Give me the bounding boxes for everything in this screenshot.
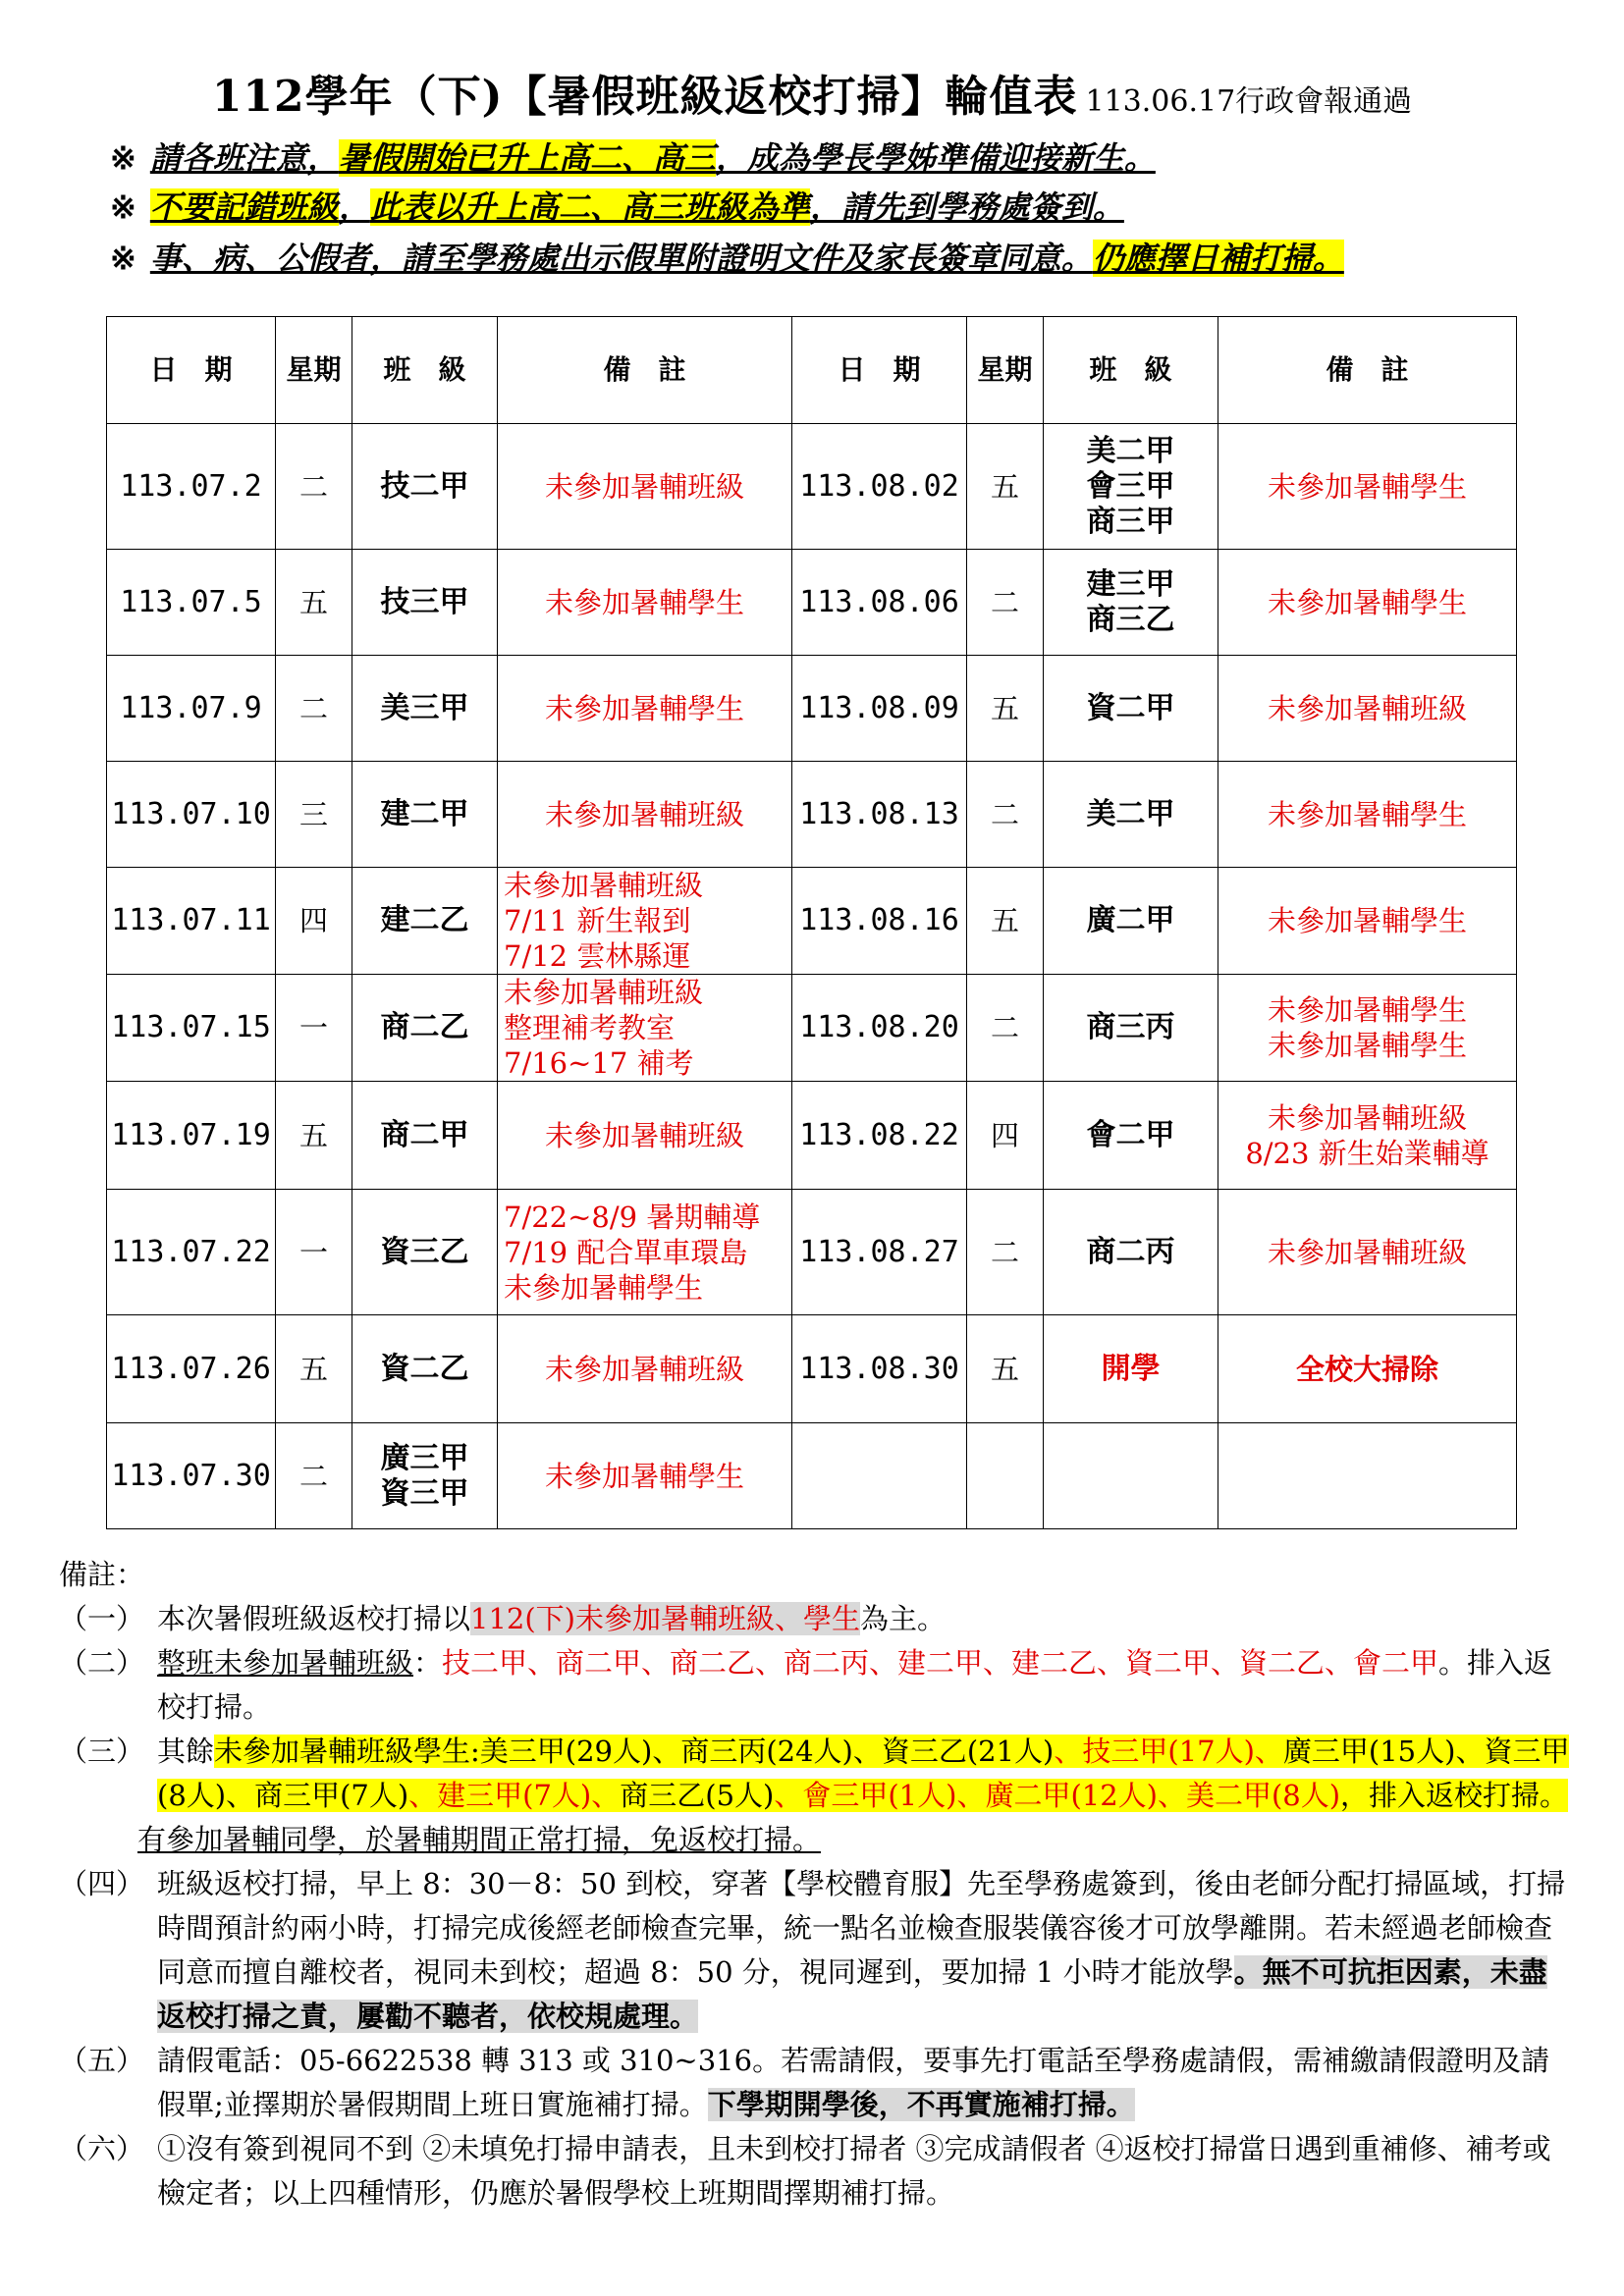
remark-text: 7/11 新生報到 bbox=[504, 904, 691, 937]
schedule-table bbox=[106, 316, 1517, 1529]
table-row bbox=[107, 656, 1517, 762]
note-label: （四） bbox=[59, 1867, 145, 1900]
remark-text: 7/12 雲林縣運 bbox=[504, 939, 691, 973]
remark-text: 未參加暑輔學生 bbox=[1267, 469, 1467, 504]
note-text: 112(下)未參加暑輔班級、學生 bbox=[470, 1602, 860, 1635]
note-text: 班級返校打掃，早上 8：30－8：50 到校，穿著【學校體育服】先至學務處簽到，後由老師分配打掃區域，打掃時間預計約兩小時，打掃完成後經老師檢查完畢，統一點名並檢查服裝儀容後才可放學離開。若未經過老師檢查同意而擅自離校者，視同未到校；超過 8：50 分，視同遲到，要加掃 1 小時才能放學 bbox=[157, 1867, 1566, 1989]
table-row bbox=[107, 1423, 1517, 1529]
date-cell: 113.08.09 bbox=[792, 656, 967, 762]
remark-text: 未參加暑輔學生 bbox=[1267, 797, 1467, 831]
date-cell: 113.08.30 bbox=[792, 1315, 967, 1423]
remark-text: 未參加暑輔班級 bbox=[504, 976, 704, 1009]
column-header: 班 級 bbox=[1044, 317, 1218, 424]
date-cell: 113.08.13 bbox=[792, 762, 967, 868]
remark-text: 未參加暑輔班級 bbox=[1267, 691, 1467, 725]
weekday-cell: 二 bbox=[967, 1190, 1044, 1315]
remark-cell bbox=[1218, 868, 1517, 975]
remark-text: 未參加暑輔學生 bbox=[1267, 585, 1467, 619]
remark-text: 未參加暑輔班級 bbox=[544, 1118, 744, 1152]
title-approval-date: 113.06.17行政會報通過 bbox=[1085, 84, 1413, 119]
remark-cell bbox=[498, 656, 792, 762]
note-plain: 有參加暑輔同學，於暑輔期間正常打掃，免返校打掃。 bbox=[137, 1823, 822, 1856]
remark-text: 未參加暑輔學生 bbox=[1267, 993, 1467, 1027]
remark-cell bbox=[1218, 1082, 1517, 1190]
date-cell: 113.08.22 bbox=[792, 1082, 967, 1190]
date-cell bbox=[792, 1423, 967, 1529]
class-cell bbox=[1044, 550, 1218, 656]
table-row bbox=[107, 1082, 1517, 1190]
weekday-cell: 二 bbox=[967, 762, 1044, 868]
date-cell: 113.07.15 bbox=[107, 975, 276, 1082]
reference-mark-icon: ※ bbox=[110, 188, 136, 226]
remark-cell bbox=[1218, 424, 1517, 550]
note-label: （六） bbox=[59, 2132, 145, 2165]
remark-cell bbox=[498, 868, 792, 975]
reference-mark-icon: ※ bbox=[110, 139, 136, 177]
remark-text: 整理補考教室 bbox=[504, 1011, 676, 1044]
class-name: 資二甲 bbox=[1086, 690, 1175, 725]
remark-text: 未參加暑輔學生 bbox=[504, 1270, 704, 1305]
note-text: 本次暑假班級返校打掃以 bbox=[157, 1602, 471, 1635]
remark-cell bbox=[498, 975, 792, 1082]
class-name: 資三乙 bbox=[380, 1234, 469, 1269]
remark-text: 未參加暑輔學生 bbox=[1267, 1029, 1467, 1062]
date-cell: 113.07.30 bbox=[107, 1423, 276, 1529]
remark-text: 未參加暑輔班級 bbox=[544, 469, 744, 504]
reference-mark-icon: ※ bbox=[110, 240, 136, 277]
class-cell bbox=[352, 656, 498, 762]
weekday-cell: 五 bbox=[967, 424, 1044, 550]
class-name: 商二丙 bbox=[1086, 1234, 1175, 1269]
note-text: 為主。 bbox=[860, 1602, 947, 1635]
class-name: 美二甲 bbox=[1086, 433, 1175, 468]
remark-cell bbox=[498, 424, 792, 550]
date-cell: 113.08.20 bbox=[792, 975, 967, 1082]
class-cell bbox=[1044, 424, 1218, 550]
class-name: 會二甲 bbox=[1086, 1117, 1175, 1152]
weekday-cell: 二 bbox=[276, 424, 352, 550]
note-text: 未參加暑輔班級學生:美三甲(29人)、商三丙(24人)、資三乙(21人) bbox=[214, 1735, 1055, 1768]
remark-cell bbox=[498, 1082, 792, 1190]
date-cell: 113.08.06 bbox=[792, 550, 967, 656]
class-cell bbox=[352, 1315, 498, 1423]
notice-text: 請各班注意， bbox=[149, 139, 339, 177]
page-title bbox=[0, 61, 1624, 124]
class-name: 美三甲 bbox=[380, 690, 469, 725]
notice-text: 不要記錯班級 bbox=[149, 188, 339, 226]
class-name: 建二甲 bbox=[380, 796, 469, 831]
class-cell bbox=[1044, 1190, 1218, 1315]
notes-section bbox=[59, 1553, 1571, 2216]
class-cell bbox=[352, 1423, 498, 1529]
note-text: 商三乙(5人) bbox=[620, 1779, 775, 1812]
note-text: 、技三甲(17人)、 bbox=[1054, 1735, 1283, 1768]
note-text: 。無不可抗拒因素，未盡返校打掃之責，屢勸不聽者，依校規處理。 bbox=[157, 1955, 1547, 2033]
class-cell bbox=[352, 1190, 498, 1315]
column-header: 星期 bbox=[276, 317, 352, 424]
date-cell: 113.07.22 bbox=[107, 1190, 276, 1315]
remark-text: 未參加暑輔學生 bbox=[544, 585, 744, 619]
date-cell: 113.07.26 bbox=[107, 1315, 276, 1423]
weekday-cell: 二 bbox=[967, 975, 1044, 1082]
remark-cell bbox=[1218, 550, 1517, 656]
date-cell: 113.08.16 bbox=[792, 868, 967, 975]
class-name: 廣二甲 bbox=[1086, 903, 1175, 937]
class-cell bbox=[352, 550, 498, 656]
remark-cell bbox=[498, 1423, 792, 1529]
remark-text: 未參加暑輔學生 bbox=[544, 1459, 744, 1493]
class-name: 商三甲 bbox=[1086, 504, 1175, 539]
note-text: 請假電話：05-6622538 轉 313 或 310~316。若需請假，要事先打電話至學務處請假，需補繳請假證明及請假單;並擇期於暑假期間上班日實施補打掃。 bbox=[157, 2044, 1550, 2121]
weekday-cell: 三 bbox=[276, 762, 352, 868]
remark-cell bbox=[1218, 1423, 1517, 1529]
remark-cell bbox=[1218, 1190, 1517, 1315]
class-name: 商三丙 bbox=[1086, 1010, 1175, 1044]
remark-text: 未參加暑輔學生 bbox=[544, 691, 744, 725]
remark-text: 未參加暑輔班級 bbox=[1267, 1100, 1467, 1135]
remark-text: 未參加暑輔班級 bbox=[504, 869, 704, 902]
date-cell: 113.07.2 bbox=[107, 424, 276, 550]
remark-text: 未參加暑輔班級 bbox=[544, 797, 744, 831]
note-text: 、會三甲(1人)、廣二甲(12人)、美二甲(8人) bbox=[774, 1779, 1341, 1812]
table-row bbox=[107, 1315, 1517, 1423]
notice-text: 此表以升上高二、高三班級為準 bbox=[369, 188, 810, 226]
date-cell: 113.07.10 bbox=[107, 762, 276, 868]
date-cell: 113.08.02 bbox=[792, 424, 967, 550]
note-item bbox=[59, 2127, 1571, 2216]
notice-text: ，成為學長學姊準備迎接新生。 bbox=[715, 139, 1156, 177]
remark-text: 未參加暑輔班級 bbox=[1267, 1235, 1467, 1269]
note-text: 。排入返校打掃。 bbox=[157, 1646, 1553, 1724]
class-name: 技二甲 bbox=[380, 468, 469, 504]
class-cell bbox=[1044, 762, 1218, 868]
date-cell: 113.07.19 bbox=[107, 1082, 276, 1190]
note-text: ，排入返校打掃。 bbox=[1340, 1779, 1569, 1812]
class-name: 資三甲 bbox=[380, 1475, 469, 1511]
date-cell: 113.08.27 bbox=[792, 1190, 967, 1315]
remark-text: 7/16~17 補考 bbox=[504, 1046, 694, 1080]
weekday-cell: 五 bbox=[967, 868, 1044, 975]
class-cell bbox=[352, 424, 498, 550]
weekday-cell: 四 bbox=[276, 868, 352, 975]
note-label: （三） bbox=[59, 1735, 145, 1768]
class-cell bbox=[352, 762, 498, 868]
class-cell bbox=[1044, 1082, 1218, 1190]
weekday-cell bbox=[967, 1423, 1044, 1529]
table-row bbox=[107, 868, 1517, 975]
note-text: 、建三甲(7人)、 bbox=[408, 1779, 621, 1812]
remark-text: 全校大掃除 bbox=[1295, 1352, 1438, 1386]
class-cell bbox=[1044, 656, 1218, 762]
table-row bbox=[107, 975, 1517, 1082]
note-item bbox=[59, 1862, 1571, 2039]
column-header: 備 註 bbox=[1218, 317, 1517, 424]
column-header: 備 註 bbox=[498, 317, 792, 424]
remark-text: 7/22~8/9 暑期輔導 bbox=[504, 1200, 761, 1234]
class-name: 建三甲 bbox=[1086, 566, 1175, 602]
class-name: 會三甲 bbox=[1086, 468, 1175, 504]
remark-text: 7/19 配合單車環島 bbox=[504, 1235, 748, 1269]
weekday-cell: 二 bbox=[276, 1423, 352, 1529]
class-name: 廣三甲 bbox=[380, 1440, 469, 1475]
remark-cell bbox=[1218, 1315, 1517, 1423]
note-text: 技二甲、商二甲、商二乙、商二丙、建二甲、建二乙、資二甲、資二乙、會二甲 bbox=[442, 1646, 1439, 1680]
class-cell bbox=[352, 975, 498, 1082]
notice-text: 仍應擇日補打掃。 bbox=[1092, 240, 1344, 277]
remark-text: 8/23 新生始業輔導 bbox=[1245, 1136, 1489, 1170]
notes-heading: 備註： bbox=[59, 1558, 145, 1591]
remark-text: 未參加暑輔學生 bbox=[1267, 904, 1467, 937]
remark-cell bbox=[1218, 975, 1517, 1082]
class-name: 技三甲 bbox=[380, 584, 469, 619]
remark-cell bbox=[498, 1315, 792, 1423]
note-text: 下學期開學後，不再實施補打掃。 bbox=[707, 2088, 1135, 2121]
weekday-cell: 二 bbox=[967, 550, 1044, 656]
weekday-cell: 五 bbox=[967, 656, 1044, 762]
note-item bbox=[59, 1597, 1571, 1641]
class-name: 美二甲 bbox=[1086, 796, 1175, 831]
weekday-cell: 二 bbox=[276, 656, 352, 762]
class-name: 商三乙 bbox=[1086, 602, 1175, 637]
table-header-row bbox=[107, 317, 1517, 424]
weekday-cell: 五 bbox=[276, 1315, 352, 1423]
column-header: 星期 bbox=[967, 317, 1044, 424]
column-header: 日 期 bbox=[792, 317, 967, 424]
date-cell: 113.07.9 bbox=[107, 656, 276, 762]
table-row bbox=[107, 550, 1517, 656]
table-row bbox=[107, 1190, 1517, 1315]
title-main: 112學年（下)【暑假班級返校打掃】輪值表 bbox=[211, 72, 1078, 122]
note-item bbox=[59, 1641, 1571, 1730]
notice-text: 事、病、公假者，請至學務處出示假單附證明文件及家長簽章同意。 bbox=[149, 240, 1093, 277]
note-text: ： bbox=[413, 1646, 443, 1680]
table-row bbox=[107, 424, 1517, 550]
note-text: 整班未參加暑輔班級 bbox=[157, 1646, 414, 1680]
remark-cell bbox=[498, 762, 792, 868]
notice-text: ，請先到學務處簽到。 bbox=[809, 188, 1124, 226]
weekday-cell: 五 bbox=[276, 550, 352, 656]
weekday-cell: 一 bbox=[276, 1190, 352, 1315]
note-label: （一） bbox=[59, 1602, 145, 1635]
note-label: （五） bbox=[59, 2044, 145, 2077]
column-header: 日 期 bbox=[107, 317, 276, 424]
remark-cell bbox=[498, 1190, 792, 1315]
weekday-cell: 五 bbox=[967, 1315, 1044, 1423]
note-item bbox=[59, 1730, 1571, 1818]
class-name: 資二乙 bbox=[380, 1351, 469, 1386]
weekday-cell: 一 bbox=[276, 975, 352, 1082]
notice-line bbox=[110, 183, 1124, 228]
remark-text: 未參加暑輔班級 bbox=[544, 1352, 744, 1386]
remark-cell bbox=[1218, 656, 1517, 762]
notice-text: 暑假開始已升上高二、高三 bbox=[338, 139, 716, 177]
note-text: 其餘 bbox=[157, 1735, 215, 1768]
class-name: 建二乙 bbox=[380, 903, 469, 937]
class-name: 商二乙 bbox=[380, 1010, 469, 1044]
notice-line bbox=[110, 133, 1156, 179]
class-cell bbox=[1044, 1423, 1218, 1529]
note-item bbox=[59, 2039, 1571, 2127]
note-text: 廣三甲(15人)、資三甲(8人)、商三甲(7人) bbox=[157, 1735, 1570, 1812]
class-cell bbox=[1044, 868, 1218, 975]
weekday-cell: 四 bbox=[967, 1082, 1044, 1190]
class-cell bbox=[1044, 975, 1218, 1082]
note-label: （二） bbox=[59, 1646, 145, 1680]
note-text: ①沒有簽到視同不到 ②未填免打掃申請表，且未到校打掃者 ③完成請假者 ④返校打掃當日遇到重補修、補考或檢定者；以上四種情形，仍應於暑假學校上班期間擇期補打掃。 bbox=[157, 2132, 1551, 2210]
remark-cell bbox=[498, 550, 792, 656]
remark-cell bbox=[1218, 762, 1517, 868]
notice-line bbox=[110, 234, 1344, 279]
class-cell bbox=[352, 1082, 498, 1190]
weekday-cell: 五 bbox=[276, 1082, 352, 1190]
class-cell bbox=[1044, 1315, 1218, 1423]
notice-text: ， bbox=[338, 188, 370, 226]
class-cell bbox=[352, 868, 498, 975]
date-cell: 113.07.5 bbox=[107, 550, 276, 656]
class-name: 開學 bbox=[1101, 1351, 1161, 1386]
class-name: 商二甲 bbox=[380, 1117, 469, 1152]
table-row bbox=[107, 762, 1517, 868]
column-header: 班 級 bbox=[352, 317, 498, 424]
date-cell: 113.07.11 bbox=[107, 868, 276, 975]
